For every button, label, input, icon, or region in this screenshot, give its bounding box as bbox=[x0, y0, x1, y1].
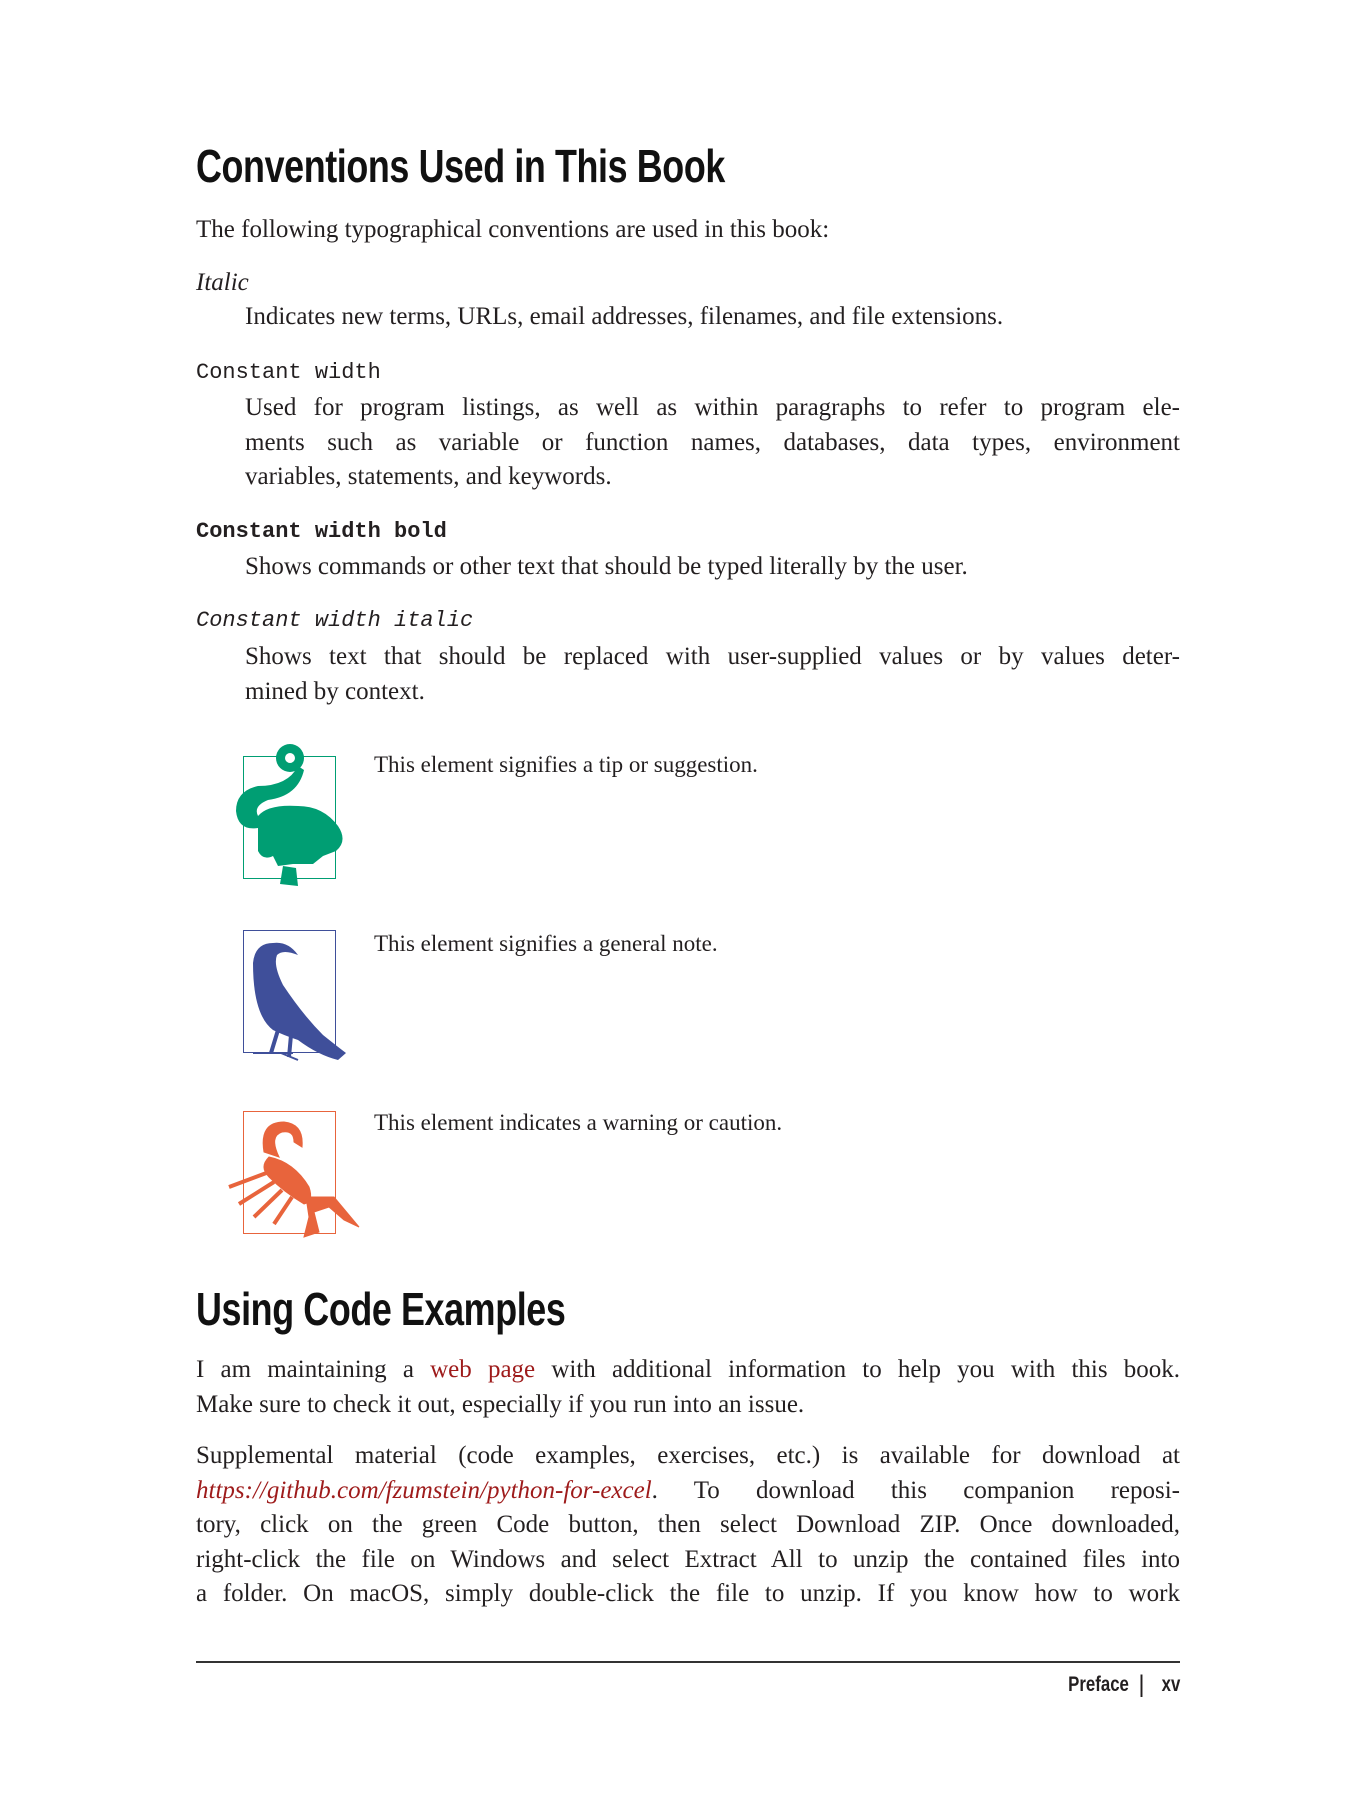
para-line: Make sure to check it out, especially if you run into an issue. bbox=[196, 1390, 805, 1418]
web-page-link[interactable]: web page bbox=[430, 1356, 536, 1383]
text: I am maintaining a bbox=[196, 1356, 431, 1383]
desc-line: Used for program listings, as well as within paragraphs to refer to program ele- bbox=[245, 394, 1180, 421]
desc-constant-width-bold bbox=[245, 550, 1180, 585]
paragraph-supplemental bbox=[196, 1439, 1180, 1612]
paragraph-web-page bbox=[196, 1353, 1180, 1422]
term-italic: Italic bbox=[196, 269, 249, 296]
para-line bbox=[196, 1474, 1180, 1509]
desc-italic bbox=[245, 300, 1180, 335]
desc-line: Indicates new terms, URLs, email addresses, filenames, and file extensions. bbox=[245, 303, 1004, 330]
section-heading-code-examples: Using Code Examples bbox=[196, 1283, 566, 1335]
footer-section: Preface bbox=[1067, 1673, 1129, 1696]
para-line: right-click the file on Windows and select Extract All to unzip the contained files into bbox=[196, 1545, 1180, 1573]
desc-line: mined by context. bbox=[245, 677, 425, 705]
warning-text: This element indicates a warning or caution. bbox=[374, 1110, 783, 1135]
desc-line: Shows text that should be replaced with user-supplied values or by values deter- bbox=[245, 643, 1180, 670]
desc-line: Shows commands or other text that should be typed literally by the user. bbox=[245, 553, 968, 580]
desc-line: variables, statements, and keywords. bbox=[245, 463, 612, 490]
desc-constant-width bbox=[245, 391, 1180, 495]
footer-separator: | bbox=[1138, 1671, 1145, 1698]
note-text: This element signifies a general note. bbox=[374, 931, 718, 956]
para-line: a folder. On macOS, simply double-click the file to unzip. If you know how to work bbox=[196, 1580, 1180, 1607]
para-line bbox=[196, 1353, 1180, 1388]
running-footer bbox=[1053, 1671, 1180, 1699]
text: with additional information to help you with this book. bbox=[535, 1356, 1181, 1383]
text: . To download this companion reposi- bbox=[651, 1476, 1180, 1504]
tip-text: This element signifies a tip or suggestion. bbox=[374, 752, 758, 777]
lemur-tip-icon bbox=[228, 736, 353, 896]
section-heading-conventions: Conventions Used in This Book bbox=[196, 140, 725, 192]
scorpion-warning-icon bbox=[224, 1112, 364, 1242]
term-constant-width-bold: Constant width bold bbox=[196, 519, 447, 544]
term-constant-width: Constant width bbox=[196, 360, 381, 385]
intro-text: The following typographical conventions are used in this book: bbox=[196, 216, 830, 243]
crow-note-icon bbox=[243, 935, 353, 1065]
desc-line: ments such as variable or function names, databases, data types, environment bbox=[245, 428, 1180, 456]
para-line: tory, click on the green Code button, then select Download ZIP. Once downloaded, bbox=[196, 1511, 1180, 1538]
desc-constant-width-italic bbox=[245, 640, 1180, 709]
para-line: Supplemental material (code examples, exercises, etc.) is available for download at bbox=[196, 1442, 1180, 1469]
page-number: xv bbox=[1161, 1673, 1180, 1696]
term-constant-width-italic: Constant width italic bbox=[196, 608, 474, 633]
github-repo-link[interactable]: https://github.com/fzumstein/python-for-excel bbox=[196, 1476, 652, 1504]
footer-rule bbox=[196, 1661, 1180, 1663]
